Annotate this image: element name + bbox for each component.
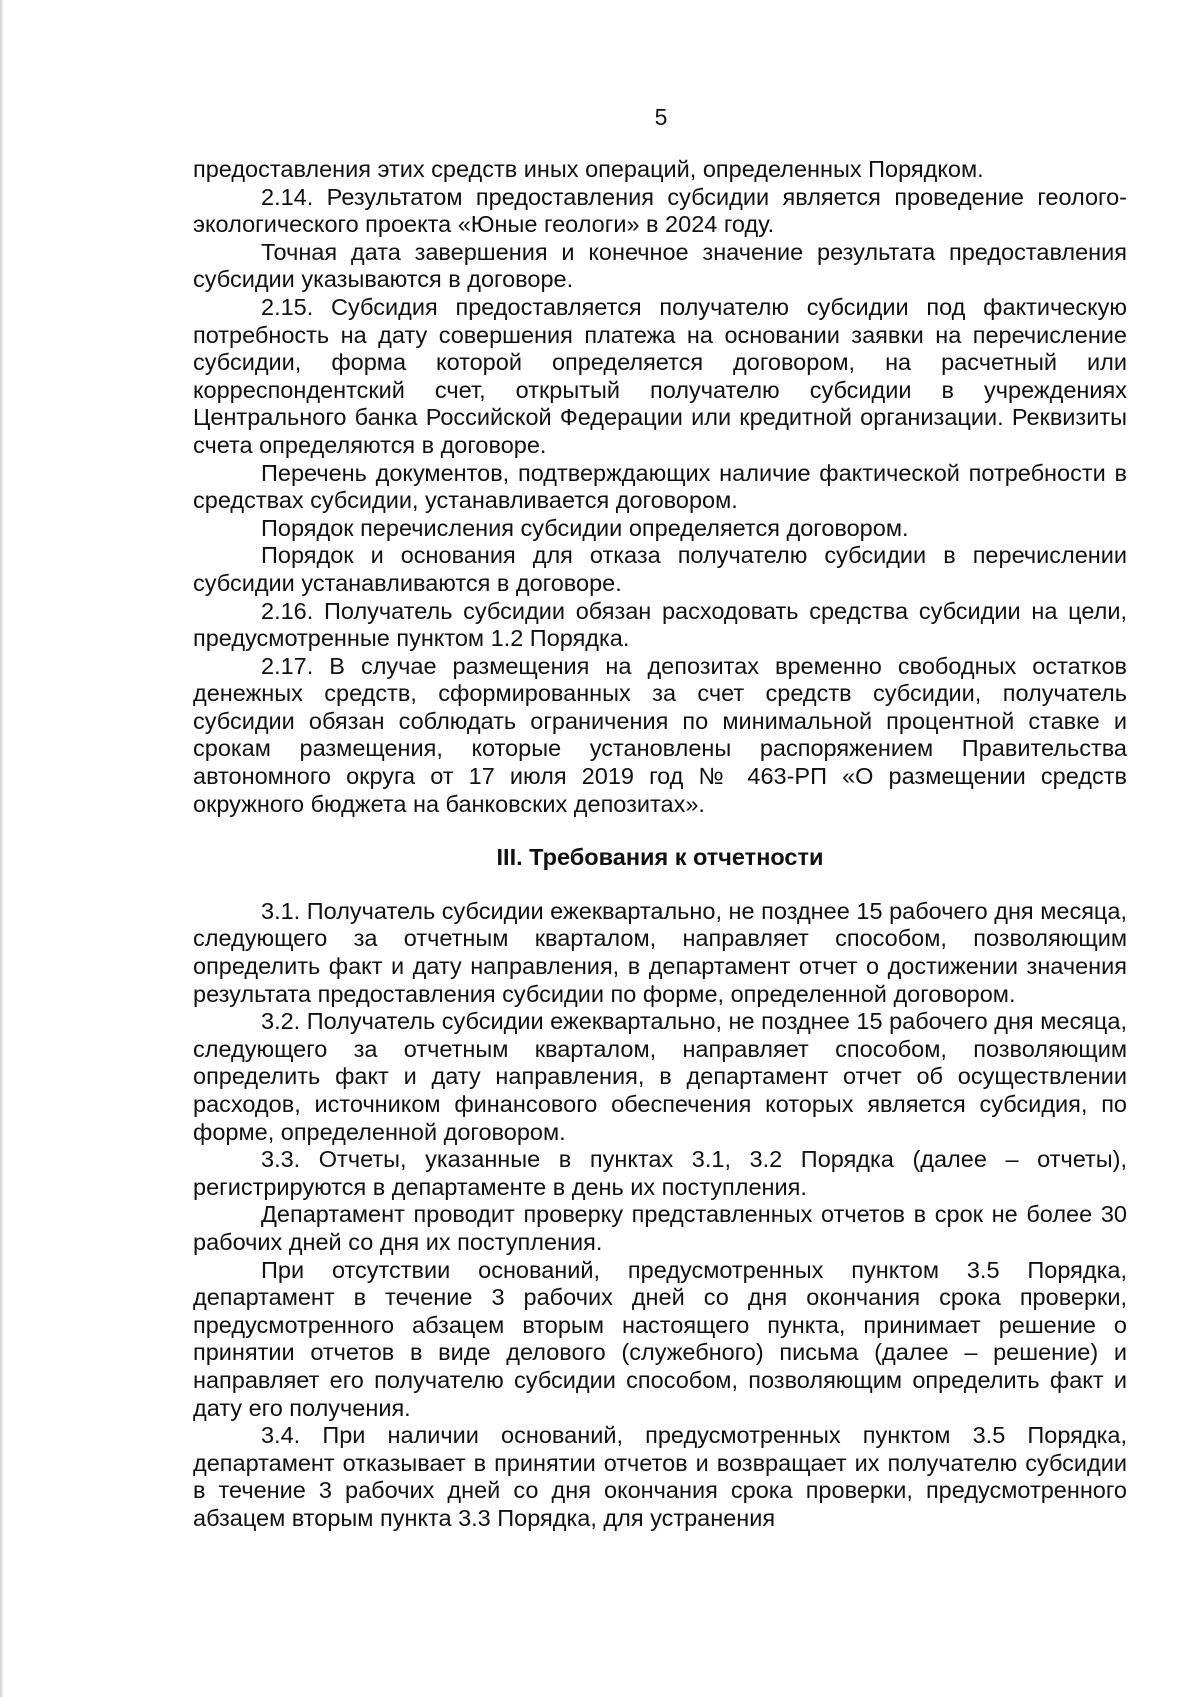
page-number: 5: [654, 104, 668, 130]
paragraph-3-1: 3.1. Получатель субсидии ежеквартально, не позднее 15 рабочего дня месяца, следующего за отчетным кварталом, направляет способом, позволяющим определить факт и дату направления, в департамент отчет о достижении значения результата предоставления субсидии по форме, определенной договором.: [193, 897, 1127, 1007]
section-heading: III. Требования к отчетности: [496, 844, 824, 871]
scan-left-edge: [0, 0, 4, 1697]
paragraph-3-3-check: Департамент проводит проверку представленных отчетов в срок не более 30 рабочих дней со дня их поступления.: [193, 1201, 1127, 1255]
paragraph-3-2: 3.2. Получатель субсидии ежеквартально, не позднее 15 рабочего дня месяца, следующего за отчетным кварталом, направляет способом, позволяющим определить факт и дату направления, в департамент отчет об осуществлении расходов, источником финансового обеспечения которых является субсидия, по форме, определенной договором.: [193, 1008, 1127, 1145]
paragraph-2-16: 2.16. Получатель субсидии обязан расходовать средства субсидии на цели, предусмотренные пунктом 1.2 Порядка.: [193, 597, 1127, 652]
paragraph-2-15-refusal: Порядок и основания для отказа получателю субсидии в перечислении субсидии устанавливаются в договоре.: [193, 542, 1127, 596]
paragraph-2-14: 2.14. Результатом предоставления субсидии является проведение геолого-экологического проекта «Юные геологи» в 2024 году.: [193, 183, 1127, 238]
paragraph-2-15-transfer: Порядок перечисления субсидии определяется договором.: [261, 514, 909, 541]
paragraph-2-17: 2.17. В случае размещения на депозитах временно свободных остатков денежных средств, сформированных за счет средств субсидии, получатель субсидии обязан соблюдать ограничения по минимальной процентной ставке и срокам размещения, которые установлены распоряжением Правительства автономного округа от 17 июля 2019 год № 463-РП «О размещении средств окружного бюджета на банковских депозитах».: [193, 652, 1127, 817]
paragraph-3-3-decision: При отсутствии оснований, предусмотренных пунктом 3.5 Порядка, департамент в течение 3 рабочих дней со дня окончания срока проверки, предусмотренного абзацем вторым настоящего пункта, принимает решение о принятии отчетов в виде делового (служебного) письма (далее – решение) и направляет его получателю субсидии способом, позволяющим определить факт и дату его получения.: [193, 1256, 1127, 1421]
paragraph-3-4: 3.4. При наличии оснований, предусмотренных пунктом 3.5 Порядка, департамент отказывает в принятии отчетов и возвращает их получателю субсидии в течение 3 рабочих дней со дня окончания срока проверки, предусмотренного абзацем вторым пункта 3.3 Порядка, для устранения: [193, 1422, 1127, 1531]
paragraph-2-15-documents: Перечень документов, подтверждающих наличие фактической потребности в средствах субсидии, устанавливается договором.: [193, 459, 1127, 514]
paragraph-2-15: 2.15. Субсидия предоставляется получателю субсидии под фактическую потребность на дату совершения платежа на основании заявки на перечисление субсидии, форма которой определяется договором, на расчетный или корреспондентский счет, открытый получателю субсидии в учреждениях Центрального банка Российской Федерации или кредитной организации. Реквизиты счета определяются в договоре.: [193, 293, 1127, 458]
paragraph-continuation: предоставления этих средств иных операций, определенных Порядком.: [193, 156, 984, 182]
paragraph-3-3: 3.3. Отчеты, указанные в пунктах 3.1, 3.2 Порядка (далее – отчеты), регистрируются в департаменте в день их поступления.: [193, 1146, 1127, 1200]
document-body: [193, 156, 1127, 1533]
paragraph-2-14-date: Точная дата завершения и конечное значение результата предоставления субсидии указываются в договоре.: [193, 238, 1127, 293]
